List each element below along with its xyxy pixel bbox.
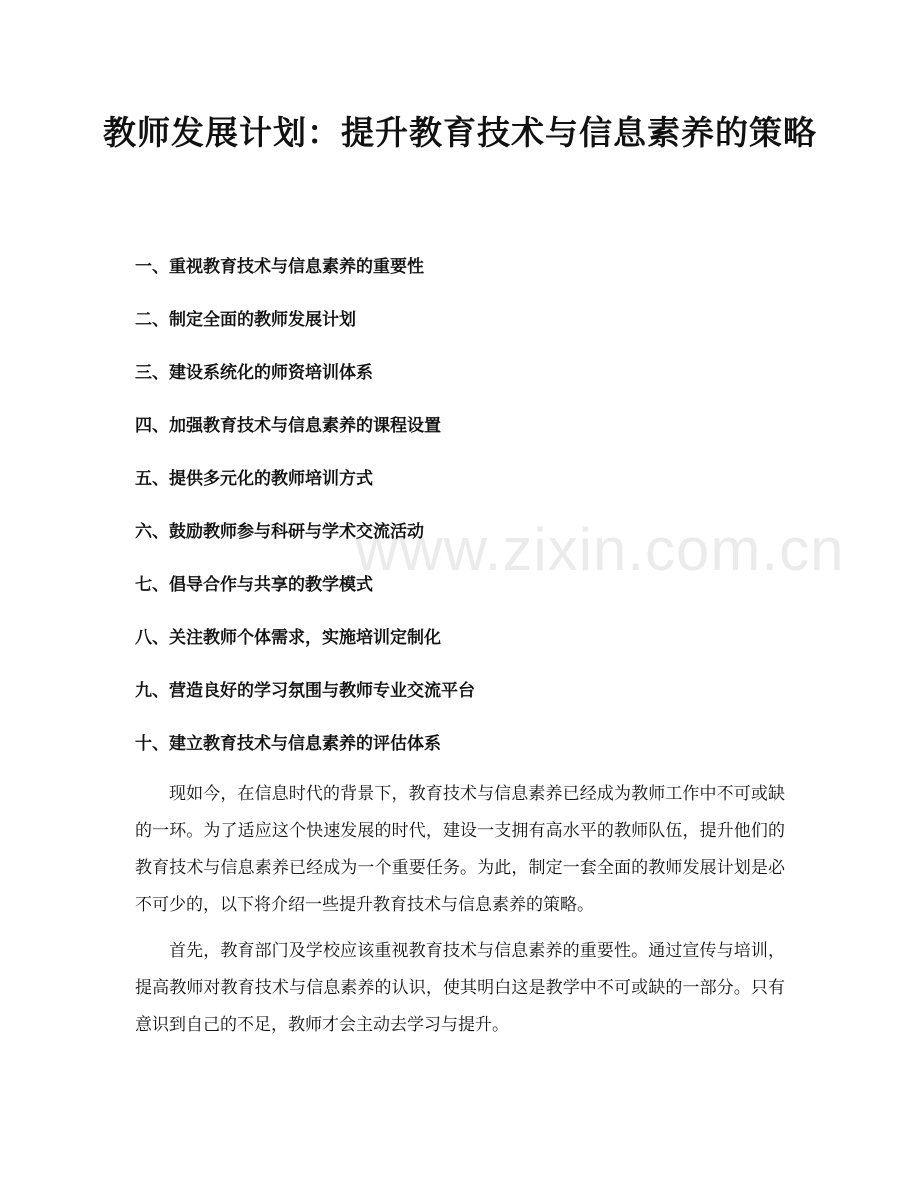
watermark-text: www.zixin.com.cn	[355, 516, 845, 583]
toc-item: 十、建立教育技术与信息素养的评估体系	[135, 734, 441, 754]
body-paragraph: 现如今，在信息时代的背景下，教育技术与信息素养已经成为教师工作中不可或缺的一环。为了适应这个快速发展的时代，建设一支拥有高水平的教师队伍，提升他们的教育技术与信息素养已经成为一个重要任务。为此，制定一套全面的教师发展计划是必不可少的，以下将介绍一些提升教育技术与信息素养的策略。	[135, 784, 785, 915]
toc-item: 二、制定全面的教师发展计划	[135, 310, 356, 330]
toc-item: 九、营造良好的学习氛围与教师专业交流平台	[135, 681, 475, 701]
toc-item: 三、建设系统化的师资培训体系	[135, 363, 373, 383]
toc-item: 七、倡导合作与共享的教学模式	[135, 575, 373, 595]
toc-item: 八、关注教师个体需求，实施培训定制化	[135, 628, 441, 648]
body-paragraph: 首先，教育部门及学校应该重视教育技术与信息素养的重要性。通过宣传与培训，提高教师对教育技术与信息素养的认识，使其明白这是教学中不可或缺的一部分。只有意识到自己的不足，教师才会主动去学习与提升。	[135, 941, 785, 1035]
toc-item: 六、鼓励教师参与科研与学术交流活动	[135, 522, 424, 542]
table-of-contents	[135, 250, 475, 780]
document-title: 教师发展计划：提升教育技术与信息素养的策略	[103, 113, 817, 152]
toc-item: 五、提供多元化的教师培训方式	[135, 469, 373, 489]
toc-item: 四、加强教育技术与信息素养的课程设置	[135, 416, 441, 436]
toc-item: 一、重视教育技术与信息素养的重要性	[135, 257, 424, 277]
